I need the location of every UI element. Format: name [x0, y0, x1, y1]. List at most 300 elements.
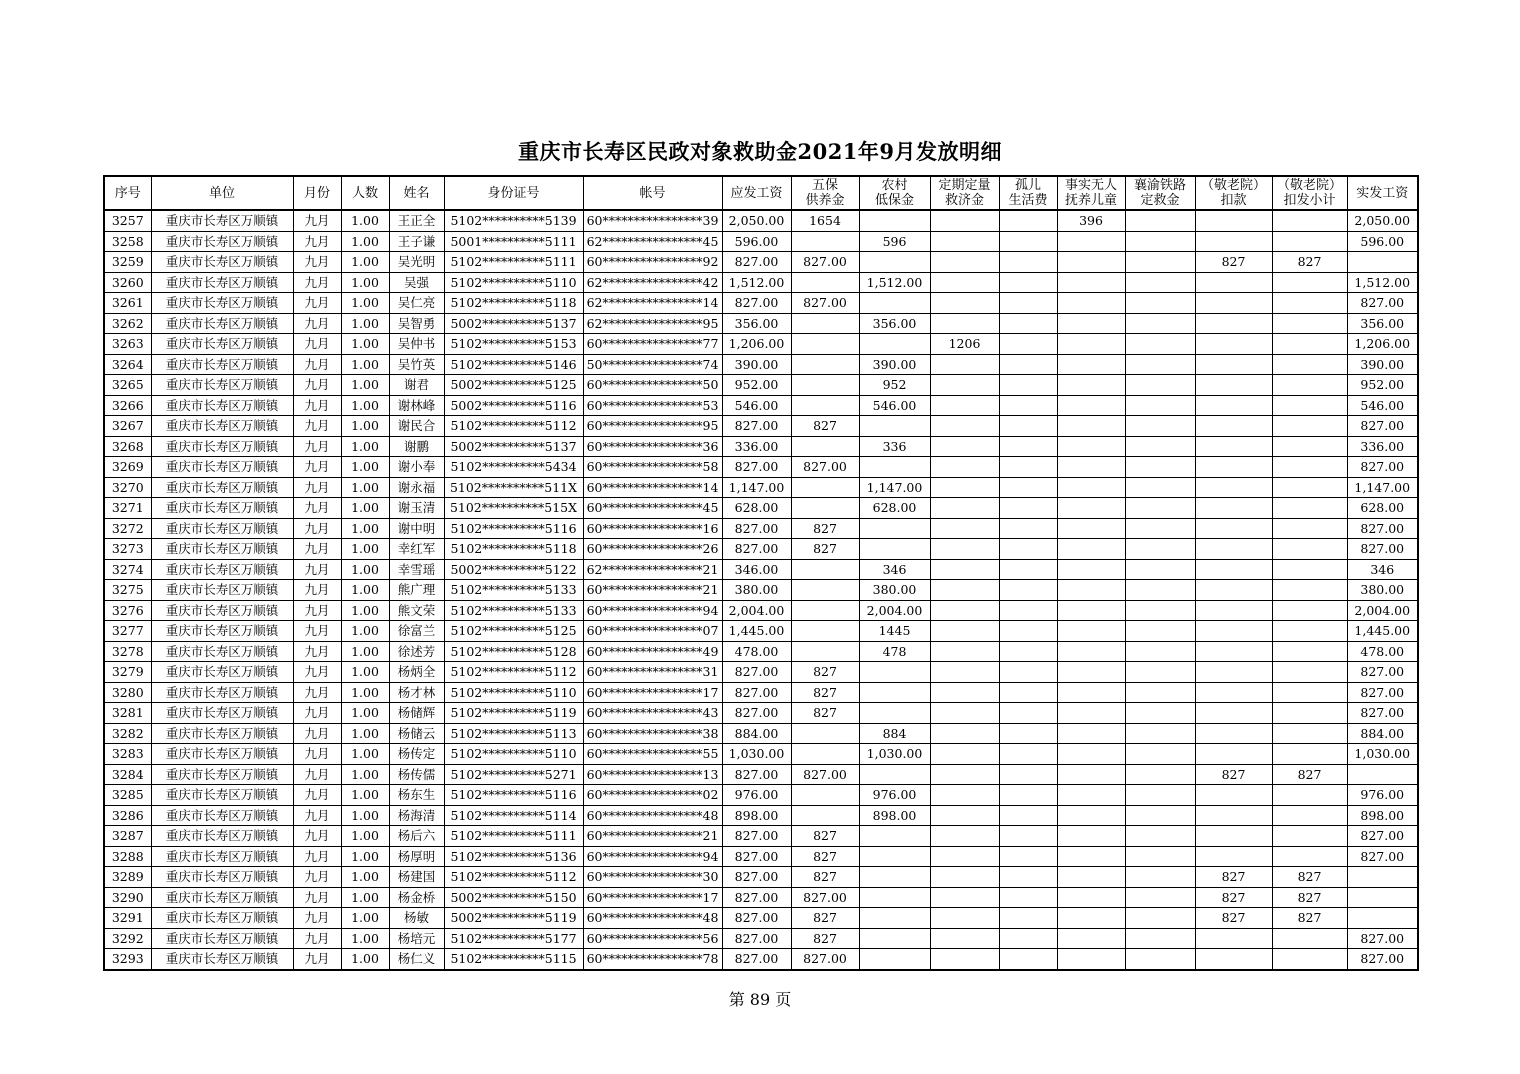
table-cell: 827.00 [1347, 416, 1418, 437]
table-cell [791, 785, 859, 806]
table-cell: 827 [791, 662, 859, 683]
table-cell [1125, 518, 1195, 539]
table-cell: 3267 [104, 416, 151, 437]
table-cell: 3286 [104, 805, 151, 826]
table-cell [1125, 436, 1195, 457]
table-cell: 九月 [293, 395, 341, 416]
table-cell [1272, 477, 1347, 498]
table-cell [1057, 949, 1125, 970]
table-cell [1057, 416, 1125, 437]
table-cell: 827.00 [1347, 539, 1418, 560]
table-cell [1125, 580, 1195, 601]
table-cell: 3268 [104, 436, 151, 457]
table-cell: 898.00 [859, 805, 930, 826]
table-cell [1272, 498, 1347, 519]
table-cell: 重庆市长寿区万顺镇 [151, 805, 293, 826]
table-cell: 吴竹英 [389, 354, 444, 375]
table-cell [1057, 846, 1125, 867]
table-cell: 827.00 [722, 662, 791, 683]
table-cell [1057, 805, 1125, 826]
table-cell [930, 354, 999, 375]
table-cell [1057, 826, 1125, 847]
table-cell: 吴强 [389, 272, 444, 293]
table-row [104, 518, 1418, 539]
table-cell [1272, 682, 1347, 703]
table-cell [930, 949, 999, 970]
table-cell [1347, 908, 1418, 929]
table-cell: 吴光明 [389, 252, 444, 273]
table-cell [1057, 539, 1125, 560]
table-cell [930, 375, 999, 396]
table-cell [999, 375, 1057, 396]
table-cell [999, 826, 1057, 847]
table-cell [1272, 210, 1347, 231]
table-cell [999, 313, 1057, 334]
table-cell: 王子谦 [389, 231, 444, 252]
table-cell: 827.00 [722, 518, 791, 539]
table-cell: 5102**********5111 [444, 252, 583, 273]
table-cell [859, 334, 930, 355]
table-cell [1195, 313, 1272, 334]
table-cell: 827.00 [722, 457, 791, 478]
table-cell: 3259 [104, 252, 151, 273]
table-cell: 3293 [104, 949, 151, 970]
table-cell: 九月 [293, 375, 341, 396]
table-row [104, 703, 1418, 724]
table-cell [999, 293, 1057, 314]
table-cell: 884 [859, 723, 930, 744]
table-cell: 827.00 [791, 457, 859, 478]
table-row [104, 621, 1418, 642]
table-cell: 重庆市长寿区万顺镇 [151, 744, 293, 765]
table-cell [791, 231, 859, 252]
table-cell [1272, 518, 1347, 539]
table-body [104, 210, 1418, 970]
table-cell [999, 928, 1057, 949]
table-cell: 3271 [104, 498, 151, 519]
table-cell: 3279 [104, 662, 151, 683]
table-cell: 重庆市长寿区万顺镇 [151, 826, 293, 847]
table-cell [930, 723, 999, 744]
table-cell [791, 805, 859, 826]
table-cell: 1.00 [341, 518, 389, 539]
table-header [104, 176, 1418, 210]
table-cell: 60****************94 [583, 846, 722, 867]
table-cell: 827 [791, 703, 859, 724]
table-cell [1272, 723, 1347, 744]
table-cell: 1,030.00 [859, 744, 930, 765]
table-row [104, 662, 1418, 683]
table-cell: 谢中明 [389, 518, 444, 539]
table-cell: 1.00 [341, 334, 389, 355]
table-cell: 重庆市长寿区万顺镇 [151, 887, 293, 908]
table-cell: 884.00 [722, 723, 791, 744]
table-row [104, 231, 1418, 252]
table-cell [1195, 846, 1272, 867]
table-row [104, 887, 1418, 908]
table-cell [930, 231, 999, 252]
table-cell: 九月 [293, 867, 341, 888]
table-cell: 杨储辉 [389, 703, 444, 724]
table-cell: 827.00 [1347, 293, 1418, 314]
table-cell: 827 [1195, 867, 1272, 888]
table-cell: 827.00 [722, 293, 791, 314]
table-cell [1195, 539, 1272, 560]
table-cell: 546.00 [722, 395, 791, 416]
table-cell: 60****************02 [583, 785, 722, 806]
table-cell: 重庆市长寿区万顺镇 [151, 416, 293, 437]
table-cell [1125, 559, 1195, 580]
table-cell: 596.00 [722, 231, 791, 252]
table-cell: 吴仲书 [389, 334, 444, 355]
table-cell: 九月 [293, 744, 341, 765]
table-row [104, 785, 1418, 806]
table-cell [1057, 703, 1125, 724]
table-cell: 5102**********5139 [444, 210, 583, 231]
table-cell: 827 [1272, 908, 1347, 929]
table-cell: 827 [791, 846, 859, 867]
table-cell: 5102**********5119 [444, 703, 583, 724]
table-cell: 3266 [104, 395, 151, 416]
table-cell [791, 477, 859, 498]
table-cell [930, 457, 999, 478]
table-row [104, 846, 1418, 867]
table-cell: 5002**********5137 [444, 313, 583, 334]
table-cell: 60****************49 [583, 641, 722, 662]
table-cell [859, 293, 930, 314]
table-cell: 3272 [104, 518, 151, 539]
table-cell [1195, 416, 1272, 437]
table-cell [1125, 826, 1195, 847]
table-row [104, 764, 1418, 785]
table-cell: 3281 [104, 703, 151, 724]
table-cell: 1.00 [341, 354, 389, 375]
table-cell: 1.00 [341, 641, 389, 662]
table-cell: 827.00 [722, 846, 791, 867]
table-cell [1125, 908, 1195, 929]
table-cell [791, 559, 859, 580]
column-header: 襄渝铁路 定救金 [1125, 176, 1195, 210]
table-row [104, 293, 1418, 314]
table-cell [999, 682, 1057, 703]
table-cell: 60****************16 [583, 518, 722, 539]
table-cell: 3260 [104, 272, 151, 293]
table-cell [1125, 498, 1195, 519]
table-cell [930, 703, 999, 724]
table-cell: 3265 [104, 375, 151, 396]
table-cell: 952.00 [722, 375, 791, 396]
table-cell [1195, 375, 1272, 396]
table-cell: 478 [859, 641, 930, 662]
table-row [104, 539, 1418, 560]
table-cell: 1,030.00 [1347, 744, 1418, 765]
table-cell: 346 [859, 559, 930, 580]
table-cell [1195, 949, 1272, 970]
table-cell [1057, 231, 1125, 252]
table-cell: 827 [791, 518, 859, 539]
table-cell: 60****************43 [583, 703, 722, 724]
table-cell [1195, 621, 1272, 642]
table-cell [999, 805, 1057, 826]
table-cell: 898.00 [1347, 805, 1418, 826]
table-cell [1272, 928, 1347, 949]
table-cell [1125, 416, 1195, 437]
table-cell [999, 477, 1057, 498]
table-cell: 1,147.00 [1347, 477, 1418, 498]
table-row [104, 272, 1418, 293]
table-cell [999, 559, 1057, 580]
payment-table [103, 175, 1419, 971]
page-number: 第 89 页 [728, 990, 792, 1009]
table-cell: 60****************17 [583, 682, 722, 703]
table-cell: 60****************36 [583, 436, 722, 457]
table-cell [1195, 293, 1272, 314]
table-row [104, 928, 1418, 949]
table-cell: 杨仁义 [389, 949, 444, 970]
table-cell: 1.00 [341, 457, 389, 478]
table-cell: 827.00 [791, 293, 859, 314]
table-cell: 杨海清 [389, 805, 444, 826]
table-cell: 1,206.00 [722, 334, 791, 355]
table-cell: 5102**********5136 [444, 846, 583, 867]
table-cell: 827.00 [791, 949, 859, 970]
table-cell [791, 641, 859, 662]
table-cell: 827.00 [791, 252, 859, 273]
table-cell: 九月 [293, 313, 341, 334]
table-cell: 60****************07 [583, 621, 722, 642]
table-cell [999, 334, 1057, 355]
table-cell [1272, 457, 1347, 478]
table-cell [1125, 682, 1195, 703]
table-cell: 3280 [104, 682, 151, 703]
table-cell: 827.00 [1347, 682, 1418, 703]
table-cell [1057, 477, 1125, 498]
table-cell: 九月 [293, 293, 341, 314]
table-cell [999, 764, 1057, 785]
column-header: 事实无人 抚养儿童 [1057, 176, 1125, 210]
table-cell: 1.00 [341, 293, 389, 314]
table-cell: 5102**********5146 [444, 354, 583, 375]
table-cell [1195, 744, 1272, 765]
table-cell: 九月 [293, 662, 341, 683]
table-cell: 3276 [104, 600, 151, 621]
table-cell: 827 [1195, 887, 1272, 908]
table-cell: 5102**********5110 [444, 272, 583, 293]
table-cell: 杨建国 [389, 867, 444, 888]
table-cell [1272, 293, 1347, 314]
table-cell: 九月 [293, 518, 341, 539]
table-cell: 2,050.00 [1347, 210, 1418, 231]
table-cell: 九月 [293, 457, 341, 478]
table-cell: 九月 [293, 580, 341, 601]
table-cell [791, 723, 859, 744]
table-cell [859, 539, 930, 560]
table-cell [1195, 600, 1272, 621]
table-cell: 976.00 [859, 785, 930, 806]
table-cell: 1.00 [341, 272, 389, 293]
table-cell: 3264 [104, 354, 151, 375]
table-cell [1125, 252, 1195, 273]
table-cell [791, 436, 859, 457]
table-cell: 884.00 [1347, 723, 1418, 744]
table-cell [999, 846, 1057, 867]
table-cell: 5102**********5114 [444, 805, 583, 826]
table-cell: 重庆市长寿区万顺镇 [151, 621, 293, 642]
table-row [104, 744, 1418, 765]
table-cell [791, 395, 859, 416]
table-cell [1195, 826, 1272, 847]
table-cell [1125, 846, 1195, 867]
table-cell [859, 662, 930, 683]
table-cell [1125, 293, 1195, 314]
table-cell: 346.00 [722, 559, 791, 580]
table-cell: 九月 [293, 231, 341, 252]
table-cell [859, 908, 930, 929]
table-cell: 346 [1347, 559, 1418, 580]
table-cell [1125, 662, 1195, 683]
table-cell [1195, 272, 1272, 293]
table-cell [930, 559, 999, 580]
table-cell [1195, 518, 1272, 539]
table-cell: 628.00 [1347, 498, 1418, 519]
table-cell [930, 826, 999, 847]
table-cell [1272, 662, 1347, 683]
table-cell [1057, 621, 1125, 642]
table-cell: 幸雪瑶 [389, 559, 444, 580]
table-cell: 546.00 [1347, 395, 1418, 416]
table-cell: 1.00 [341, 436, 389, 457]
table-cell: 5102**********5133 [444, 600, 583, 621]
table-cell: 九月 [293, 272, 341, 293]
table-cell: 重庆市长寿区万顺镇 [151, 354, 293, 375]
table-cell: 336 [859, 436, 930, 457]
table-cell [1057, 293, 1125, 314]
table-cell: 谢林峰 [389, 395, 444, 416]
table-cell: 827.00 [791, 887, 859, 908]
table-cell [859, 764, 930, 785]
table-cell [930, 252, 999, 273]
table-row [104, 457, 1418, 478]
table-cell: 1,147.00 [722, 477, 791, 498]
table-cell: 1.00 [341, 210, 389, 231]
table-cell: 九月 [293, 600, 341, 621]
table-cell [930, 621, 999, 642]
table-row [104, 908, 1418, 929]
table-cell: 827.00 [722, 539, 791, 560]
table-cell [930, 867, 999, 888]
table-cell [1125, 785, 1195, 806]
table-cell: 390.00 [722, 354, 791, 375]
table-cell: 1.00 [341, 744, 389, 765]
table-cell: 60****************17 [583, 887, 722, 908]
table-row [104, 436, 1418, 457]
table-cell [1272, 580, 1347, 601]
table-cell: 重庆市长寿区万顺镇 [151, 313, 293, 334]
table-cell: 1.00 [341, 416, 389, 437]
table-cell [999, 416, 1057, 437]
column-header: 农村 低保金 [859, 176, 930, 210]
table-cell: 1.00 [341, 682, 389, 703]
table-cell [1125, 313, 1195, 334]
table-cell: 1.00 [341, 949, 389, 970]
table-cell [1272, 949, 1347, 970]
table-cell: 5002**********5122 [444, 559, 583, 580]
table-cell: 5002**********5150 [444, 887, 583, 908]
table-cell: 5102**********5177 [444, 928, 583, 949]
table-cell [1125, 477, 1195, 498]
table-cell: 1.00 [341, 498, 389, 519]
table-cell [930, 436, 999, 457]
table-row [104, 949, 1418, 970]
table-cell: 827.00 [1347, 826, 1418, 847]
table-cell: 1.00 [341, 785, 389, 806]
table-cell [999, 231, 1057, 252]
table-cell [930, 805, 999, 826]
table-row [104, 210, 1418, 231]
table-cell: 九月 [293, 682, 341, 703]
table-cell [1195, 682, 1272, 703]
table-cell [930, 641, 999, 662]
table-cell [1125, 354, 1195, 375]
table-cell [1195, 457, 1272, 478]
table-cell [1347, 887, 1418, 908]
table-cell [1125, 867, 1195, 888]
table-cell: 重庆市长寿区万顺镇 [151, 703, 293, 724]
table-cell [1057, 908, 1125, 929]
table-cell: 5102**********5153 [444, 334, 583, 355]
table-cell: 谢小奉 [389, 457, 444, 478]
table-cell: 827.00 [1347, 662, 1418, 683]
table-cell: 827 [1272, 887, 1347, 908]
table-cell: 5102**********5271 [444, 764, 583, 785]
table-cell: 5102**********5116 [444, 785, 583, 806]
table-cell: 九月 [293, 703, 341, 724]
table-cell: 5102**********5434 [444, 457, 583, 478]
table-cell: 60****************13 [583, 764, 722, 785]
table-cell: 谢君 [389, 375, 444, 396]
table-cell: 重庆市长寿区万顺镇 [151, 785, 293, 806]
table-cell: 九月 [293, 416, 341, 437]
table-cell [1057, 662, 1125, 683]
table-cell: 827 [1195, 764, 1272, 785]
table-cell: 重庆市长寿区万顺镇 [151, 375, 293, 396]
table-cell: 336.00 [1347, 436, 1418, 457]
table-cell [1057, 334, 1125, 355]
table-cell [1125, 887, 1195, 908]
table-cell [999, 744, 1057, 765]
table-cell [1125, 723, 1195, 744]
table-cell: 幸红军 [389, 539, 444, 560]
table-cell: 62****************14 [583, 293, 722, 314]
table-cell [930, 539, 999, 560]
table-cell: 827.00 [1347, 457, 1418, 478]
table-cell [930, 518, 999, 539]
table-cell [1195, 210, 1272, 231]
table-row [104, 252, 1418, 273]
table-cell: 3270 [104, 477, 151, 498]
table-cell: 898.00 [722, 805, 791, 826]
table-cell [999, 354, 1057, 375]
table-cell: 952.00 [1347, 375, 1418, 396]
table-cell: 重庆市长寿区万顺镇 [151, 210, 293, 231]
table-cell [791, 580, 859, 601]
table-cell [999, 539, 1057, 560]
table-cell: 1.00 [341, 826, 389, 847]
table-cell [859, 682, 930, 703]
table-cell [1195, 805, 1272, 826]
column-header: 应发工资 [722, 176, 791, 210]
table-cell: 重庆市长寿区万顺镇 [151, 231, 293, 252]
